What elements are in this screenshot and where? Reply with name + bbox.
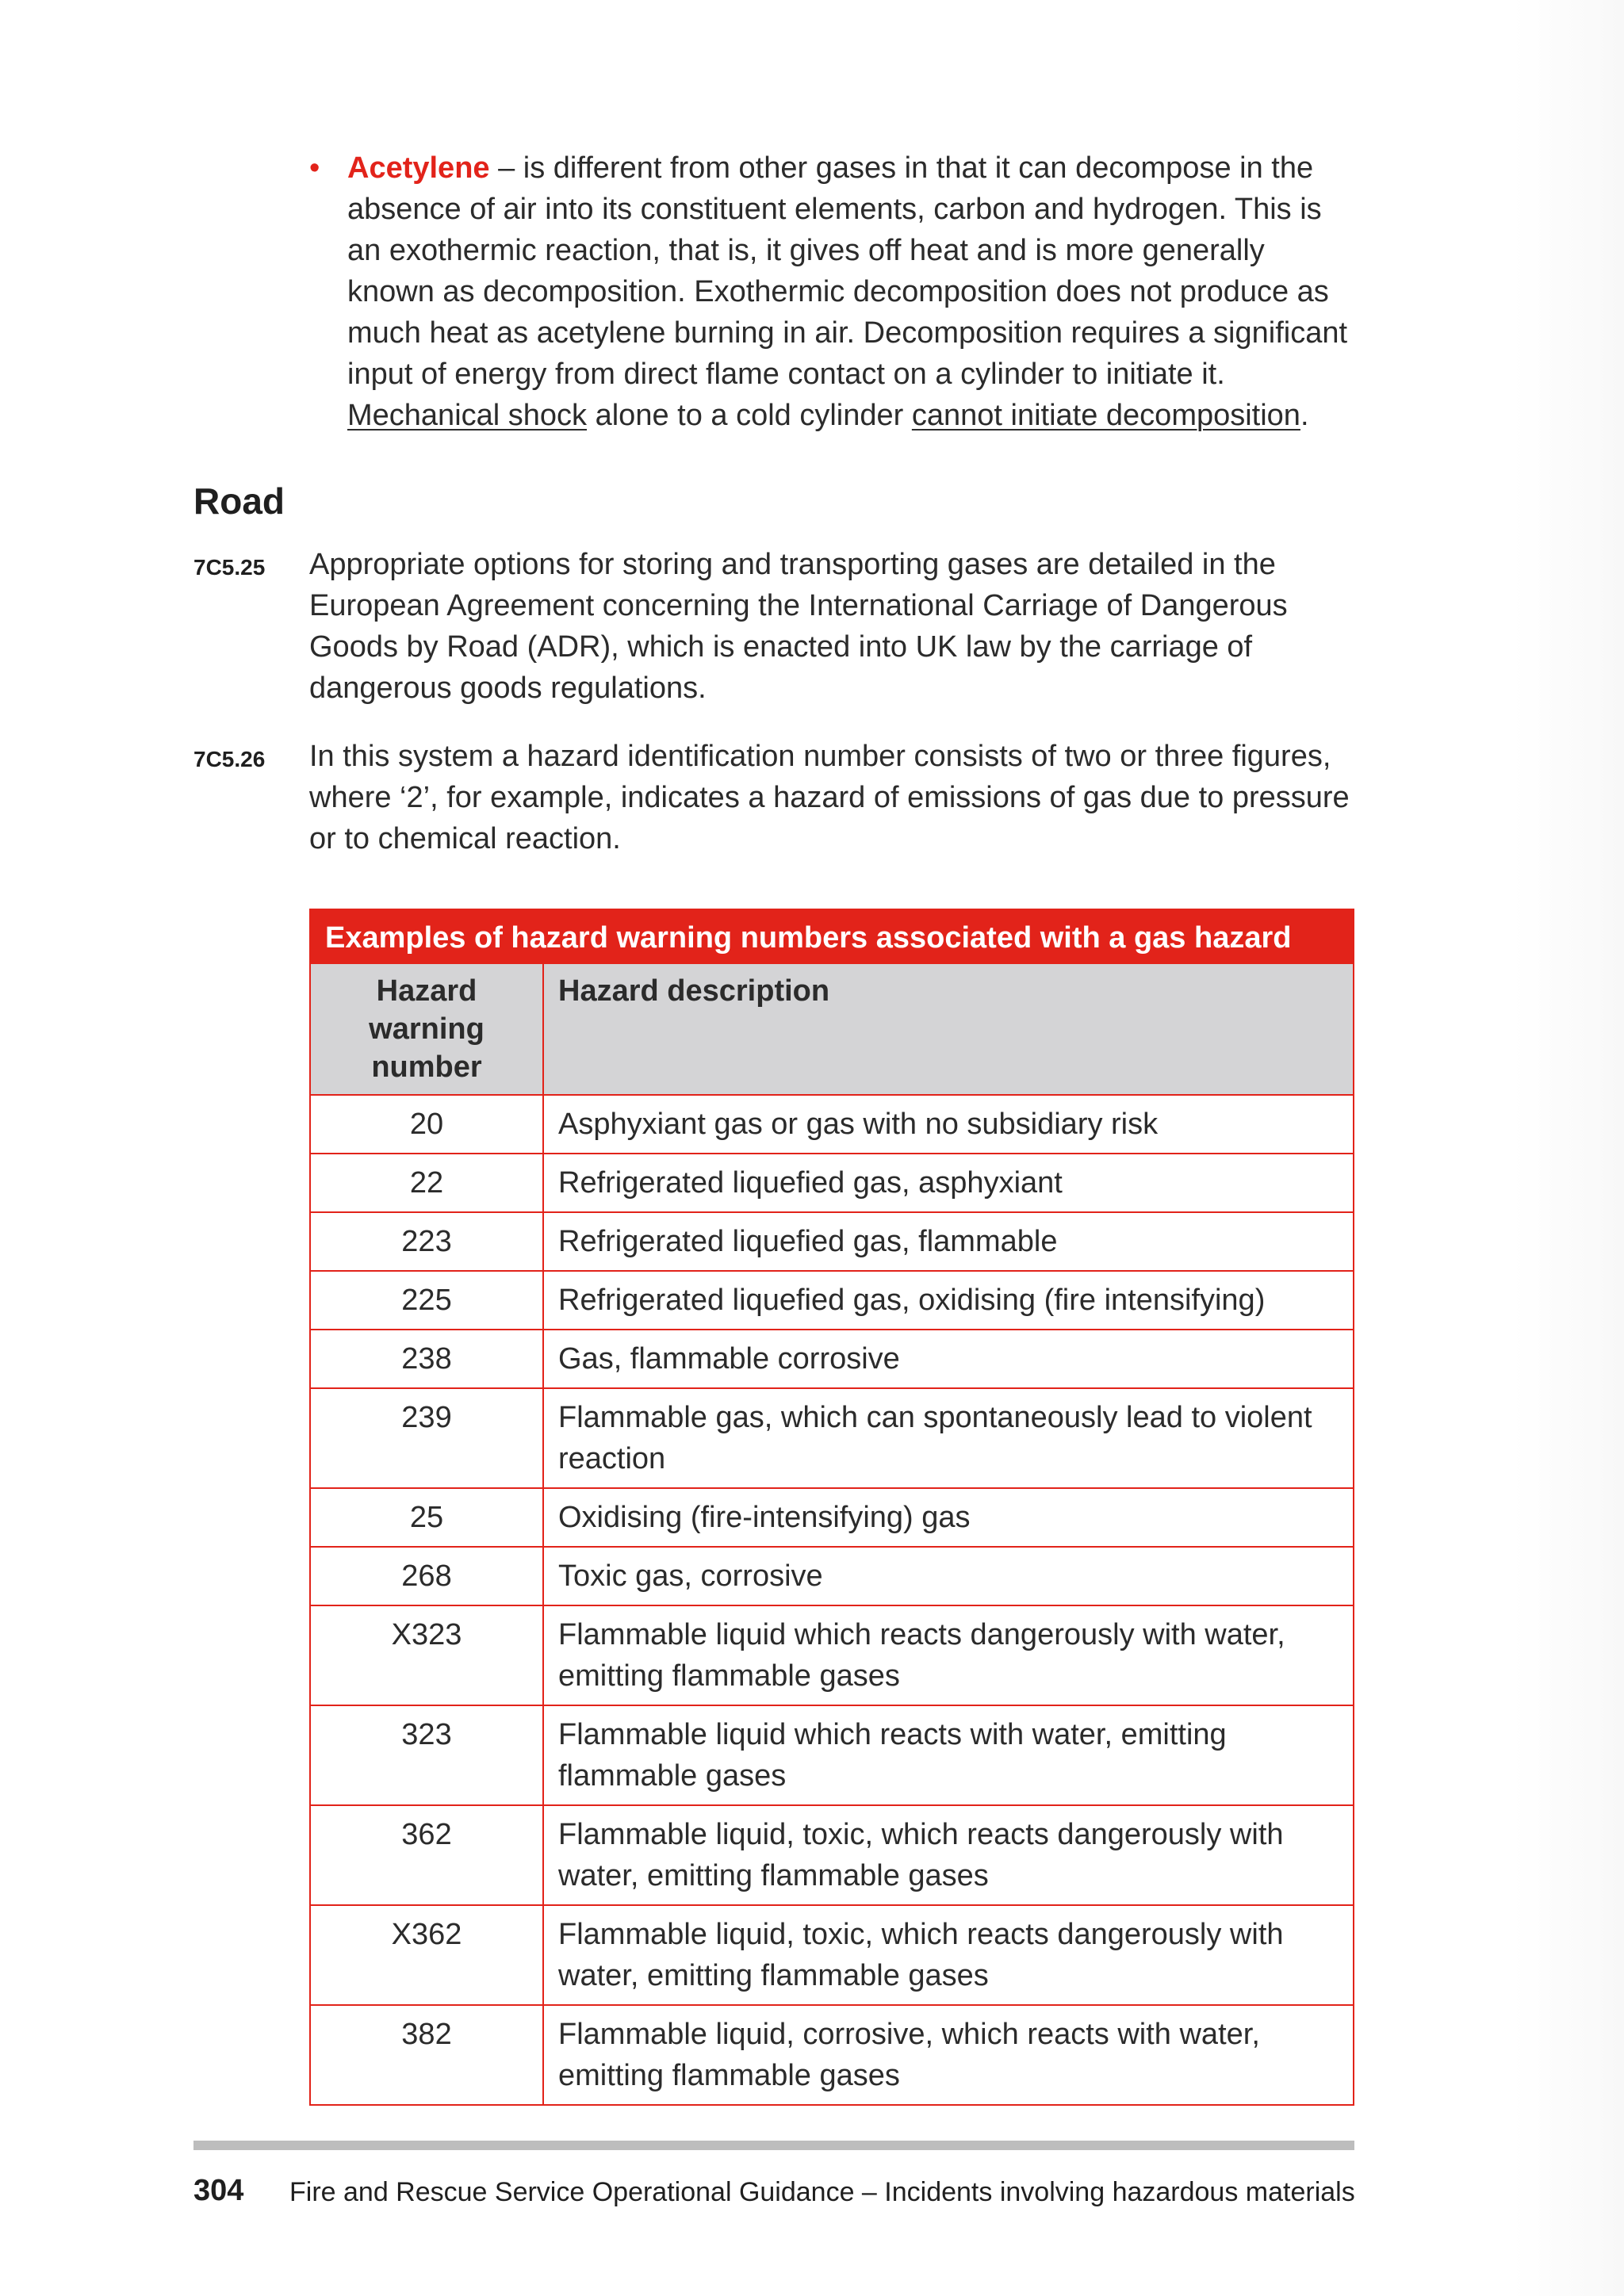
- hazard-description-cell: Toxic gas, corrosive: [543, 1547, 1354, 1605]
- page-number: 304: [193, 2174, 244, 2207]
- table-row: [310, 1388, 1354, 1488]
- table-row: [310, 1547, 1354, 1605]
- hazard-number-cell: 22: [310, 1154, 543, 1212]
- paragraph-number: 7C5.26: [193, 747, 266, 771]
- paragraph-7c5-25: [193, 544, 1351, 709]
- bullet-text: [347, 147, 1348, 436]
- table-row: [310, 1605, 1354, 1705]
- bullet-text-middle: alone to a cold cylinder: [587, 399, 912, 432]
- hazard-description-cell: Refrigerated liquefied gas, oxidising (fire intensifying): [543, 1271, 1354, 1330]
- footer-document-title: Fire and Rescue Service Operational Guidance – Incidents involving hazardous materials: [289, 2177, 1355, 2207]
- paragraph-text: In this system a hazard identification number consists of two or three figures, where ‘2’, for example, indicates a hazard of emissions of gas due to pressure or to chemical reaction.: [309, 740, 1350, 855]
- hazard-number-cell: 382: [310, 2005, 543, 2105]
- underlined-mechanical-shock: Mechanical shock: [347, 399, 588, 432]
- paragraph-number: 7C5.25: [193, 555, 266, 580]
- hazard-number-cell: 239: [310, 1388, 543, 1488]
- hazard-description-cell: Flammable liquid, toxic, which reacts dangerously with water, emitting flammable gases: [543, 1805, 1354, 1905]
- hazard-description-cell: Flammable liquid, corrosive, which reacts with water, emitting flammable gases: [543, 2005, 1354, 2105]
- header-hazard-description: Hazard description: [543, 963, 1354, 1095]
- hazard-description-cell: Flammable gas, which can spontaneously lead to violent reaction: [543, 1388, 1354, 1488]
- paragraph-text: Appropriate options for storing and transporting gases are detailed in the European Agreement concerning the International Carriage of Dangerous Goods by Road (ADR), which is enacted into UK law by the carriage of dangerous goods regulations.: [309, 548, 1288, 705]
- section-heading-road: Road: [193, 480, 285, 522]
- bullet-text-end: .: [1300, 399, 1309, 432]
- hazard-description-cell: Asphyxiant gas or gas with no subsidiary risk: [543, 1095, 1354, 1154]
- table-row: [310, 1271, 1354, 1330]
- hazard-number-cell: 323: [310, 1705, 543, 1805]
- table-row: [310, 1705, 1354, 1805]
- hazard-description-cell: Flammable liquid which reacts dangerously with water, emitting flammable gases: [543, 1605, 1354, 1705]
- table-row: [310, 1330, 1354, 1388]
- table-header-row: [310, 963, 1354, 1095]
- table-row: [310, 1805, 1354, 1905]
- page-edge-shade: [1513, 0, 1624, 2296]
- hazard-number-cell: 20: [310, 1095, 543, 1154]
- table-row: [310, 1154, 1354, 1212]
- hazard-description-cell: Oxidising (fire-intensifying) gas: [543, 1488, 1354, 1547]
- table-row: [310, 1095, 1354, 1154]
- hazard-description-cell: Gas, flammable corrosive: [543, 1330, 1354, 1388]
- header-hazard-number: Hazard warning number: [310, 963, 543, 1095]
- hazard-number-cell: 223: [310, 1212, 543, 1271]
- paragraph-7c5-26: [193, 736, 1351, 859]
- table-row: [310, 2005, 1354, 2105]
- footer-divider: [193, 2141, 1354, 2150]
- hazard-number-cell: 238: [310, 1330, 543, 1388]
- bullet-term: Acetylene: [347, 151, 490, 185]
- acetylene-bullet: [309, 147, 1348, 436]
- bullet-text-before: – is different from other gases in that it can decompose in the absence of air into its constituent elements, carbon and hydrogen. This is an exothermic reaction, that is, it gives off heat and is more generally known as decomposition. Exothermic decomposition does not produce as much heat as acetylene burning in air. Decomposition requires a significant input of energy from direct flame contact on a cylinder to initiate it.: [347, 151, 1348, 391]
- table-row: [310, 1212, 1354, 1271]
- hazard-number-cell: 25: [310, 1488, 543, 1547]
- table-row: [310, 1905, 1354, 2005]
- hazard-number-cell: 362: [310, 1805, 543, 1905]
- hazard-warning-table: [309, 909, 1354, 2106]
- hazard-description-cell: Flammable liquid which reacts with water, emitting flammable gases: [543, 1705, 1354, 1805]
- hazard-number-cell: X323: [310, 1605, 543, 1705]
- table-caption: Examples of hazard warning numbers associated with a gas hazard: [310, 909, 1354, 963]
- hazard-description-cell: Refrigerated liquefied gas, asphyxiant: [543, 1154, 1354, 1212]
- hazard-description-cell: Refrigerated liquefied gas, flammable: [543, 1212, 1354, 1271]
- hazard-number-cell: 268: [310, 1547, 543, 1605]
- hazard-description-cell: Flammable liquid, toxic, which reacts dangerously with water, emitting flammable gases: [543, 1905, 1354, 2005]
- table-row: [310, 1488, 1354, 1547]
- bullet-dot-icon: •: [309, 151, 320, 185]
- hazard-number-cell: X362: [310, 1905, 543, 2005]
- hazard-number-cell: 225: [310, 1271, 543, 1330]
- underlined-cannot-initiate: cannot initiate decomposition: [911, 399, 1300, 432]
